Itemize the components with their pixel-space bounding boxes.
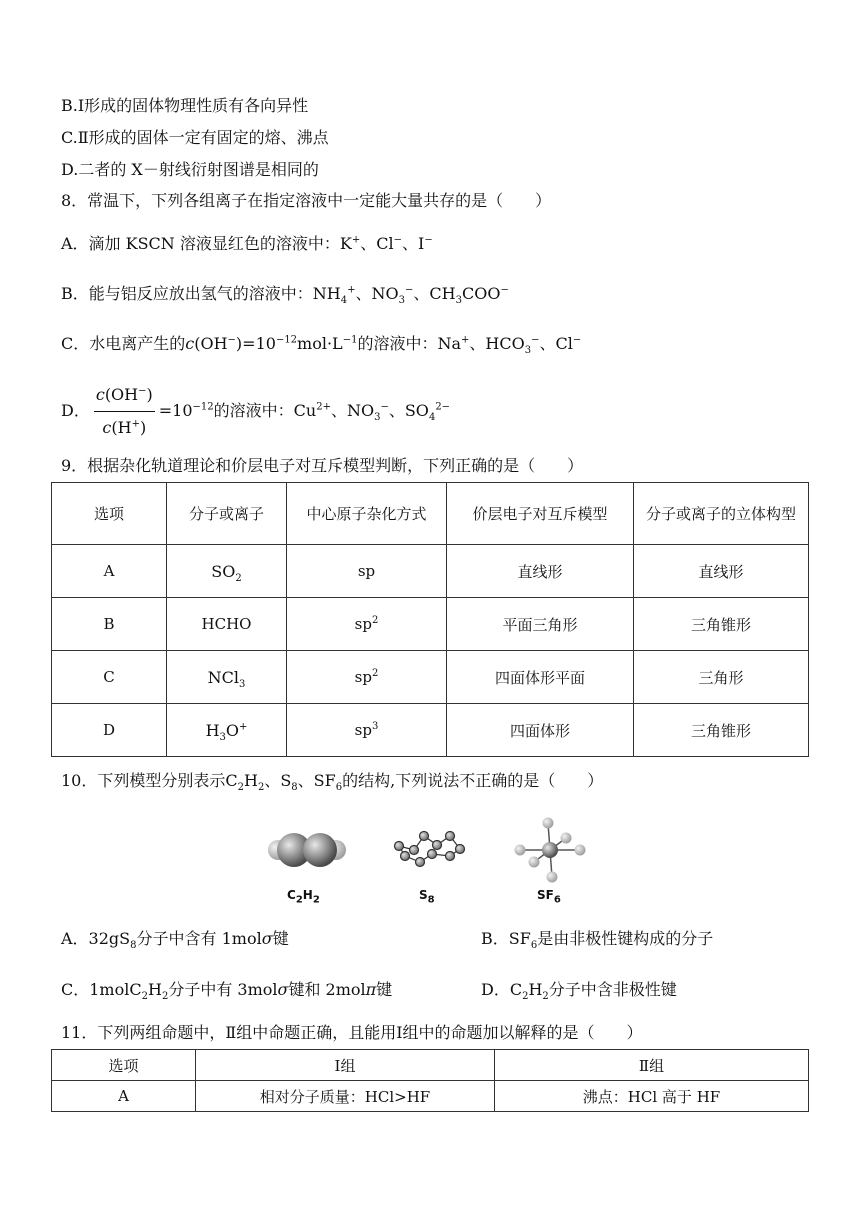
table-cell: A xyxy=(52,545,167,598)
table-header-row xyxy=(52,1050,809,1081)
table-cell: $sp^3$ xyxy=(287,704,447,757)
table-header-cell: 价层电子对互斥模型 xyxy=(447,483,634,545)
table-cell: B xyxy=(52,598,167,651)
table-cell: HCHO xyxy=(167,598,287,651)
q8-option-d: D． $\frac{c(OH^-)}{c(H^+)}$ $=10^{-12}$的溶液中：$Cu^{2+}$、$NO_3^-$、$SO_4^{2-}$ xyxy=(61,382,450,441)
table-cell: 三角锥形 xyxy=(634,704,809,757)
hydroxide-hydrogen-ratio: $\frac{c(OH^-)}{c(H^+)}$ xyxy=(94,382,155,441)
table-row xyxy=(52,545,809,598)
table-row xyxy=(52,651,809,704)
q8-stem: 8．常温下，下列各组离子在指定溶液中一定能大量共存的是（ ） xyxy=(61,191,552,210)
table-cell: 四面体形平面 xyxy=(447,651,634,704)
table-cell: 平面三角形 xyxy=(447,598,634,651)
table-row xyxy=(52,704,809,757)
table-cell: 三角锥形 xyxy=(634,598,809,651)
q10-stem: 10．下列模型分别表示$C_2H_2$、$S_8$、$SF_6$的结构,下列说法不正确的是（ ） xyxy=(61,771,604,794)
c2h2-label: $C_2H_2$ xyxy=(287,888,320,906)
q10-option-b: B．$SF_6$是由非极性键构成的分子 xyxy=(481,929,714,952)
q11-stem: 11．下列两组命题中，Ⅱ组中命题正确，且能用Ⅰ组中的命题加以解释的是（ ） xyxy=(61,1023,643,1042)
table-cell: $sp^2$ xyxy=(287,651,447,704)
table-cell: D xyxy=(52,704,167,757)
q9-table xyxy=(51,482,809,757)
table-cell: 四面体形 xyxy=(447,704,634,757)
table-header-cell: 分子或离子 xyxy=(167,483,287,545)
table-cell: A xyxy=(52,1081,196,1112)
table-row xyxy=(52,598,809,651)
table-cell: C xyxy=(52,651,167,704)
q8-option-c: C．水电离产生的$c(OH^-)=10^{-12}mol\cdot L^{-1}$的溶液中：Na+、$HCO_3^-$、Cl− xyxy=(61,334,582,357)
table-cell: 直线形 xyxy=(447,545,634,598)
table-cell: 直线形 xyxy=(634,545,809,598)
q11-table xyxy=(51,1049,809,1112)
table-header-cell: 中心原子杂化方式 xyxy=(287,483,447,545)
table-cell: 沸点：HCl 高于 HF xyxy=(495,1081,809,1112)
q8-option-a: A．滴加 KSCN 溶液显红色的溶液中：K+、Cl−、I− xyxy=(61,234,433,253)
table-cell: $SO_2$ xyxy=(167,545,287,598)
table-header-cell: 选项 xyxy=(52,483,167,545)
q10-option-c: C．$1molC_2H_2$分子中有 3molσ键和 2molπ键 xyxy=(61,980,393,1003)
sf6-label: $SF_6$ xyxy=(537,888,561,906)
q7-option-c: C.Ⅱ形成的固体一定有固定的熔、沸点 xyxy=(61,128,329,147)
table-header-row xyxy=(52,483,809,545)
s8-model xyxy=(395,832,465,867)
s8-label: $S_8$ xyxy=(419,888,435,906)
table-cell: NCl$_3$ xyxy=(167,651,287,704)
sf6-model xyxy=(515,818,586,883)
table-cell: $H_3O^+$ xyxy=(167,704,287,757)
table-header-cell: Ⅰ组 xyxy=(196,1050,495,1081)
q7-option-d: D.二者的 X－射线衍射图谱是相同的 xyxy=(61,160,319,179)
q8-option-b: B．能与铝反应放出氢气的溶液中：$NH_4^+$、$NO_3^-$、$CH_3COO^-$ xyxy=(61,284,509,307)
table-row xyxy=(52,1081,809,1112)
q10-option-a: A．$32gS_8$分子中含有 1molσ键 xyxy=(61,929,289,952)
table-cell: 相对分子质量：HCl>HF xyxy=(196,1081,495,1112)
table-cell: 三角形 xyxy=(634,651,809,704)
table-cell: sp xyxy=(287,545,447,598)
q10-option-d: D．$C_2H_2$分子中含非极性键 xyxy=(481,980,677,1003)
q7-option-b: B.Ⅰ形成的固体物理性质有各向异性 xyxy=(61,96,309,115)
table-header-cell: Ⅱ组 xyxy=(495,1050,809,1081)
q9-stem: 9．根据杂化轨道理论和价层电子对互斥模型判断，下列正确的是（ ） xyxy=(61,456,584,475)
table-cell: $sp^2$ xyxy=(287,598,447,651)
table-header-cell: 选项 xyxy=(52,1050,196,1081)
molecule-models-figure xyxy=(262,810,602,890)
c2h2-model xyxy=(268,833,346,867)
table-header-cell: 分子或离子的立体构型 xyxy=(634,483,809,545)
